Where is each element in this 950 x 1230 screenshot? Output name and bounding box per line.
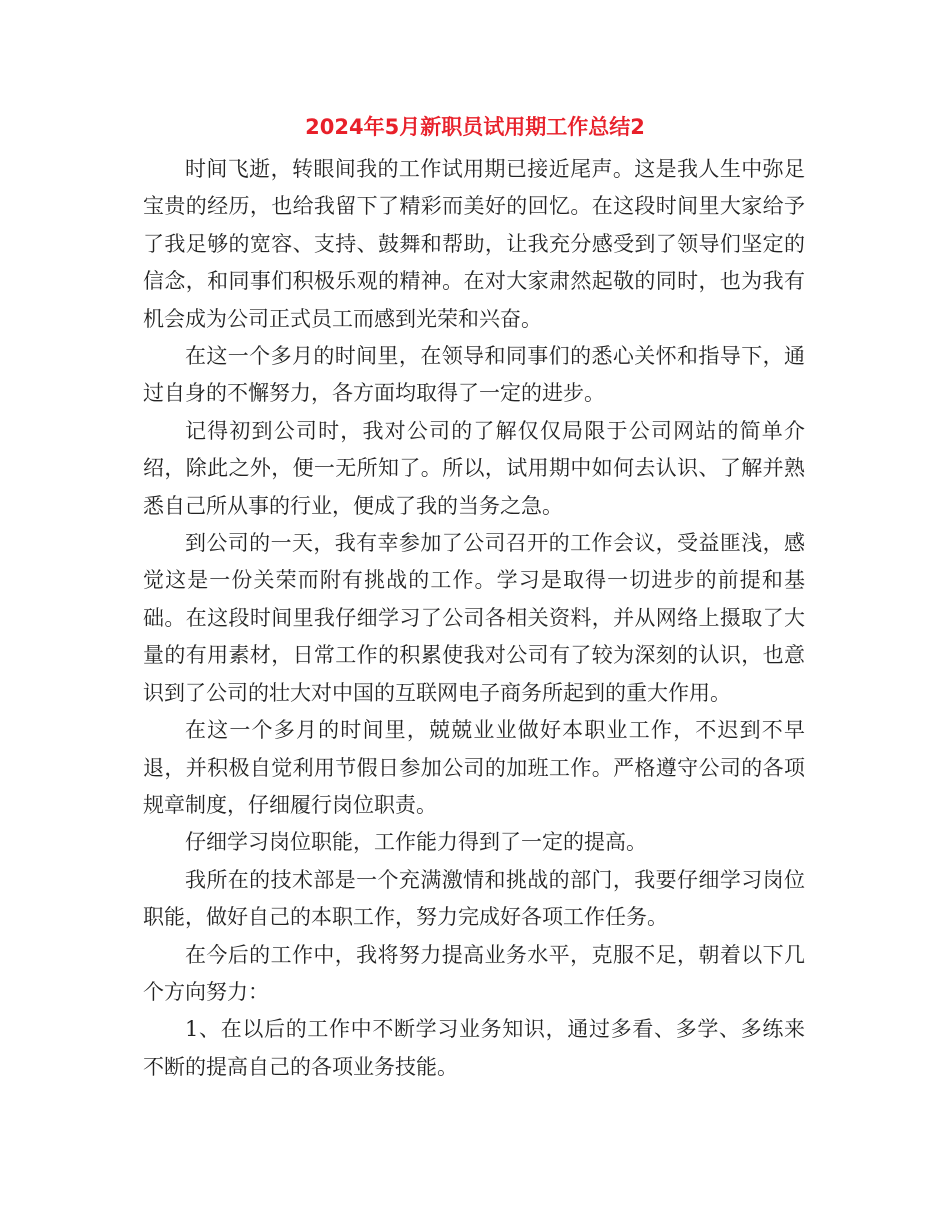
paragraph-5: 在这一个多月的时间里，兢兢业业做好本职业工作，不迟到不早退，并积极自觉利用节假日参加公司的加班工作。严格遵守公司的各项规章制度，仔细履行岗位职责。 [143,718,805,817]
paragraph-6: 仔细学习岗位职能，工作能力得到了一定的提高。 [185,830,647,855]
document-body [143,151,805,1086]
paragraph-7: 我所在的技术部是一个充满激情和挑战的部门，我要仔细学习岗位职能，做好自己的本职工作，努力完成好各项工作任务。 [143,867,805,930]
document-title: 2024年5月新职员试用期工作总结2 [305,115,645,139]
paragraph-1: 时间飞逝，转眼间我的工作试用期已接近尾声。这是我人生中弥足宝贵的经历，也给我留下了精彩而美好的回忆。在这段时间里大家给予了我足够的宽容、支持、鼓舞和帮助，让我充分感受到了领导们坚定的信念，和同事们积极乐观的精神。在对大家肃然起敬的同时，也为我有机会成为公司正式员工而感到光荣和兴奋。 [143,157,805,331]
paragraph-2: 在这一个多月的时间里，在领导和同事们的悉心关怀和指导下，通过自身的不懈努力，各方面均取得了一定的进步。 [143,344,805,406]
paragraph-3: 记得初到公司时，我对公司的了解仅仅局限于公司网站的简单介绍，除此之外，便一无所知了。所以，试用期中如何去认识、了解并熟悉自己所从事的行业，便成了我的当务之急。 [143,418,805,518]
paragraph-4: 到公司的一天，我有幸参加了公司召开的工作会议，受益匪浅，感觉这是一份关荣而附有挑战的工作。学习是取得一切进步的前提和基础。在这段时间里我仔细学习了公司各相关资料，并从网络上摄取了大量的有用素材，日常工作的积累使我对公司有了较为深刻的认识，也意识到了公司的壮大对中国的互联网电子商务所起到的重大作用。 [143,531,805,705]
paragraph-9: 1、在以后的工作中不断学习业务知识，通过多看、多学、多练来不断的提高自己的各项业务技能。 [143,1017,805,1079]
paragraph-8: 在今后的工作中，我将努力提高业务水平，克服不足，朝着以下几个方向努力： [143,942,805,1004]
